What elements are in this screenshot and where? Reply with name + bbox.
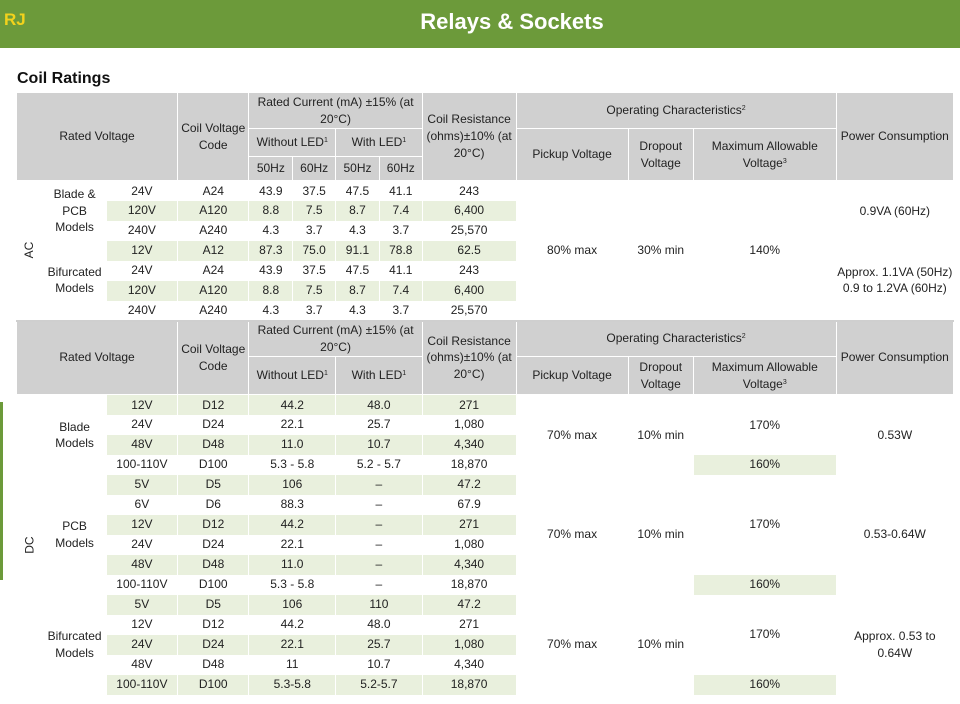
coil-code: D100	[178, 575, 249, 595]
coil-code: A120	[178, 281, 249, 301]
header-max-allowable-label: Maximum Allowable Voltage	[711, 138, 818, 170]
coil-code: D48	[178, 435, 249, 455]
header-coil-code: Coil Voltage Code	[178, 321, 249, 395]
current-without-led: 11.0	[249, 435, 336, 455]
max-allowable-voltage: 170%	[693, 595, 836, 675]
current-with-50hz: 4.3	[336, 221, 380, 241]
current-without-led: 106	[249, 475, 336, 495]
rated-voltage: 48V	[106, 655, 177, 675]
header-pickup: Pickup Voltage	[516, 357, 628, 395]
current-with-50hz: 4.3	[336, 301, 380, 321]
max-allowable-voltage: 160%	[693, 455, 836, 475]
current-with-50hz: 91.1	[336, 241, 380, 261]
rated-voltage: 12V	[106, 615, 177, 635]
max-allowable-voltage: 170%	[693, 395, 836, 455]
coil-code: D24	[178, 415, 249, 435]
page-title: Relays & Sockets	[420, 9, 604, 34]
rated-voltage: 24V	[106, 635, 177, 655]
group-label: PCB Models	[43, 475, 106, 595]
current-without-50hz: 8.8	[249, 201, 293, 221]
header-power: Power Consumption	[836, 93, 953, 181]
table-row	[17, 575, 954, 595]
table-row	[17, 455, 954, 475]
coil-code: D12	[178, 395, 249, 415]
current-without-led: 106	[249, 595, 336, 615]
rated-voltage: 100-110V	[106, 575, 177, 595]
coil-code: D12	[178, 515, 249, 535]
coil-resistance: 4,340	[422, 655, 516, 675]
group-label: Bifurcated Models	[43, 241, 106, 321]
current-with-led: –	[336, 575, 423, 595]
coil-resistance: 1,080	[422, 635, 516, 655]
current-with-led: 48.0	[336, 615, 423, 635]
rated-voltage: 120V	[106, 201, 177, 221]
coil-code: A240	[178, 221, 249, 241]
current-without-led: 44.2	[249, 515, 336, 535]
current-with-led: 10.7	[336, 655, 423, 675]
current-without-60hz: 75.0	[293, 241, 336, 261]
coil-resistance: 1,080	[422, 415, 516, 435]
header-bar	[0, 0, 960, 48]
coil-code: A240	[178, 301, 249, 321]
header-dropout: Dropout Voltage	[628, 129, 693, 181]
header-with-led-label: With LED	[351, 368, 403, 383]
coil-code: D48	[178, 555, 249, 575]
header-power: Power Consumption	[836, 321, 953, 395]
rated-voltage: 24V	[106, 261, 177, 281]
coil-code: D100	[178, 455, 249, 475]
current-with-led: 5.2 - 5.7	[336, 455, 423, 475]
current-with-50hz: 8.7	[336, 201, 380, 221]
current-without-50hz: 4.3	[249, 221, 293, 241]
rated-voltage: 48V	[106, 555, 177, 575]
coil-resistance: 18,870	[422, 575, 516, 595]
coil-code: D24	[178, 635, 249, 655]
table-row	[17, 595, 954, 615]
rated-voltage: 12V	[106, 241, 177, 261]
header-with-led-label: With LED	[351, 135, 403, 150]
coil-code: D24	[178, 535, 249, 555]
coil-resistance: 25,570	[422, 221, 516, 241]
current-with-led: –	[336, 475, 423, 495]
header-with-led	[336, 357, 423, 395]
current-with-60hz: 41.1	[379, 181, 422, 201]
current-without-50hz: 8.8	[249, 281, 293, 301]
footnote-marker: 1	[323, 370, 328, 378]
current-without-led: 5.3 - 5.8	[249, 575, 336, 595]
header-operating	[516, 321, 836, 357]
coil-code: A24	[178, 261, 249, 281]
rated-voltage: 240V	[106, 221, 177, 241]
header-operating	[516, 93, 836, 129]
coil-code: D5	[178, 595, 249, 615]
rated-voltage: 5V	[106, 595, 177, 615]
coil-resistance: 243	[422, 181, 516, 201]
current-with-led: 25.7	[336, 415, 423, 435]
coil-resistance: 243	[422, 261, 516, 281]
current-with-led: 48.0	[336, 395, 423, 415]
current-without-50hz: 4.3	[249, 301, 293, 321]
header-operating-label: Operating Characteristics	[606, 331, 742, 346]
dc-side-text: DC	[22, 536, 37, 554]
coil-code: D48	[178, 655, 249, 675]
max-allowable-voltage: 170%	[693, 475, 836, 575]
section-code: RJ	[4, 10, 26, 29]
current-with-50hz: 47.5	[336, 181, 380, 201]
current-with-led: –	[336, 535, 423, 555]
current-without-50hz: 43.9	[249, 261, 293, 281]
header-resistance: Coil Resistance (ohms)±10% (at 20°C)	[422, 93, 516, 181]
dropout-voltage: 30% min	[628, 181, 693, 321]
power-consumption: 0.53-0.64W	[836, 475, 953, 595]
ac-side-text: AC	[22, 241, 37, 259]
current-without-led: 88.3	[249, 495, 336, 515]
current-without-led: 22.1	[249, 415, 336, 435]
rated-voltage: 6V	[106, 495, 177, 515]
current-with-50hz: 8.7	[336, 281, 380, 301]
footnote-marker: 1	[402, 137, 407, 145]
current-with-led: 10.7	[336, 435, 423, 455]
current-with-led: –	[336, 515, 423, 535]
coil-code: D100	[178, 675, 249, 695]
header-pickup: Pickup Voltage	[516, 129, 628, 181]
current-with-led: 25.7	[336, 635, 423, 655]
dropout-voltage: 10% min	[628, 395, 693, 475]
header-coil-code: Coil Voltage Code	[178, 93, 249, 181]
power-consumption: 0.9VA (60Hz)	[836, 181, 953, 241]
coil-code: D5	[178, 475, 249, 495]
rated-voltage: 12V	[106, 515, 177, 535]
current-without-60hz: 7.5	[293, 201, 336, 221]
header-rated-voltage: Rated Voltage	[17, 321, 178, 395]
dc-side-label	[17, 395, 44, 695]
header-max-allowable-label: Maximum Allowable Voltage	[711, 359, 818, 391]
pickup-voltage: 70% max	[516, 595, 628, 695]
coil-resistance: 4,340	[422, 435, 516, 455]
coil-resistance: 6,400	[422, 281, 516, 301]
coil-ratings-table-wrap	[16, 92, 954, 695]
coil-resistance: 1,080	[422, 535, 516, 555]
power-consumption: Approx. 0.53 to 0.64W	[836, 595, 953, 695]
dc-section	[17, 321, 954, 695]
header-with-led	[336, 129, 423, 157]
footnote-marker: 3	[782, 378, 787, 386]
current-with-60hz: 41.1	[379, 261, 422, 281]
max-allowable-voltage: 160%	[693, 675, 836, 695]
footnote-marker: 1	[323, 137, 328, 145]
rated-voltage: 12V	[106, 395, 177, 415]
current-with-60hz: 3.7	[379, 301, 422, 321]
pickup-voltage: 80% max	[516, 181, 628, 321]
header-60hz: 60Hz	[379, 157, 422, 181]
table-row	[17, 181, 954, 201]
current-with-led: 5.2-5.7	[336, 675, 423, 695]
current-with-led: 110	[336, 595, 423, 615]
header-operating-label: Operating Characteristics	[606, 103, 742, 118]
max-allowable-voltage: 140%	[693, 181, 836, 321]
rated-voltage: 48V	[106, 435, 177, 455]
footnote-marker: 1	[402, 370, 407, 378]
coil-resistance: 47.2	[422, 595, 516, 615]
rated-voltage: 5V	[106, 475, 177, 495]
coil-resistance: 67.9	[422, 495, 516, 515]
current-with-60hz: 7.4	[379, 201, 422, 221]
current-without-60hz: 37.5	[293, 181, 336, 201]
coil-resistance: 62.5	[422, 241, 516, 261]
current-without-60hz: 7.5	[293, 281, 336, 301]
current-without-led: 44.2	[249, 615, 336, 635]
current-with-led: –	[336, 495, 423, 515]
footnote-marker: 2	[741, 333, 746, 341]
header-60hz: 60Hz	[293, 157, 336, 181]
coil-resistance: 18,870	[422, 455, 516, 475]
current-with-50hz: 47.5	[336, 261, 380, 281]
table-row	[17, 475, 954, 495]
ac-section	[17, 93, 954, 321]
header-without-led-label: Without LED	[256, 135, 324, 150]
current-without-led: 11.0	[249, 555, 336, 575]
section-title: Coil Ratings	[17, 70, 111, 87]
rated-voltage: 100-110V	[106, 455, 177, 475]
header-resistance: Coil Resistance (ohms)±10% (at 20°C)	[422, 321, 516, 395]
coil-code: A24	[178, 181, 249, 201]
header-rated-voltage: Rated Voltage	[17, 93, 178, 181]
coil-resistance: 6,400	[422, 201, 516, 221]
max-allowable-voltage: 160%	[693, 575, 836, 595]
current-without-led: 11	[249, 655, 336, 675]
header-50hz: 50Hz	[336, 157, 380, 181]
current-with-60hz: 78.8	[379, 241, 422, 261]
footnote-marker: 3	[782, 157, 787, 165]
footnote-marker: 2	[741, 105, 746, 113]
header-max-allowable	[693, 129, 836, 181]
current-without-60hz: 3.7	[293, 221, 336, 241]
coil-resistance: 47.2	[422, 475, 516, 495]
ac-side-label	[17, 181, 44, 321]
current-with-60hz: 7.4	[379, 281, 422, 301]
power-consumption: 0.53W	[836, 395, 953, 475]
coil-code: D12	[178, 615, 249, 635]
header-rated-current: Rated Current (mA) ±15% (at 20°C)	[249, 321, 422, 357]
current-without-50hz: 87.3	[249, 241, 293, 261]
group-label: Blade Models	[43, 395, 106, 475]
current-without-60hz: 3.7	[293, 301, 336, 321]
current-without-50hz: 43.9	[249, 181, 293, 201]
header-rated-current: Rated Current (mA) ±15% (at 20°C)	[249, 93, 422, 129]
current-without-led: 44.2	[249, 395, 336, 415]
dc-header-row	[17, 321, 954, 357]
dropout-voltage: 10% min	[628, 475, 693, 595]
pickup-voltage: 70% max	[516, 475, 628, 595]
header-without-led	[249, 357, 336, 395]
coil-ratings-table	[16, 92, 954, 695]
coil-resistance: 271	[422, 395, 516, 415]
rated-voltage: 240V	[106, 301, 177, 321]
rated-voltage: 100-110V	[106, 675, 177, 695]
current-without-led: 22.1	[249, 635, 336, 655]
header-max-allowable	[693, 357, 836, 395]
group-label: Bifurcated Models	[43, 595, 106, 695]
coil-resistance: 25,570	[422, 301, 516, 321]
rated-voltage: 24V	[106, 535, 177, 555]
power-consumption: Approx. 1.1VA (50Hz) 0.9 to 1.2VA (60Hz)	[836, 241, 953, 321]
current-without-led: 5.3 - 5.8	[249, 455, 336, 475]
dropout-voltage: 10% min	[628, 595, 693, 695]
current-with-60hz: 3.7	[379, 221, 422, 241]
table-row	[17, 675, 954, 695]
rated-voltage: 120V	[106, 281, 177, 301]
current-without-led: 5.3-5.8	[249, 675, 336, 695]
coil-resistance: 18,870	[422, 675, 516, 695]
current-without-led: 22.1	[249, 535, 336, 555]
current-without-60hz: 37.5	[293, 261, 336, 281]
current-with-led: –	[336, 555, 423, 575]
header-50hz: 50Hz	[249, 157, 293, 181]
coil-resistance: 271	[422, 615, 516, 635]
coil-code: D6	[178, 495, 249, 515]
pickup-voltage: 70% max	[516, 395, 628, 475]
rated-voltage: 24V	[106, 415, 177, 435]
coil-code: A12	[178, 241, 249, 261]
header-without-led	[249, 129, 336, 157]
coil-resistance: 271	[422, 515, 516, 535]
coil-code: A120	[178, 201, 249, 221]
side-accent-bar	[0, 402, 3, 580]
coil-resistance: 4,340	[422, 555, 516, 575]
table-row	[17, 395, 954, 415]
header-without-led-label: Without LED	[256, 368, 324, 383]
group-label: Blade & PCB Models	[43, 181, 106, 241]
header-dropout: Dropout Voltage	[628, 357, 693, 395]
rated-voltage: 24V	[106, 181, 177, 201]
